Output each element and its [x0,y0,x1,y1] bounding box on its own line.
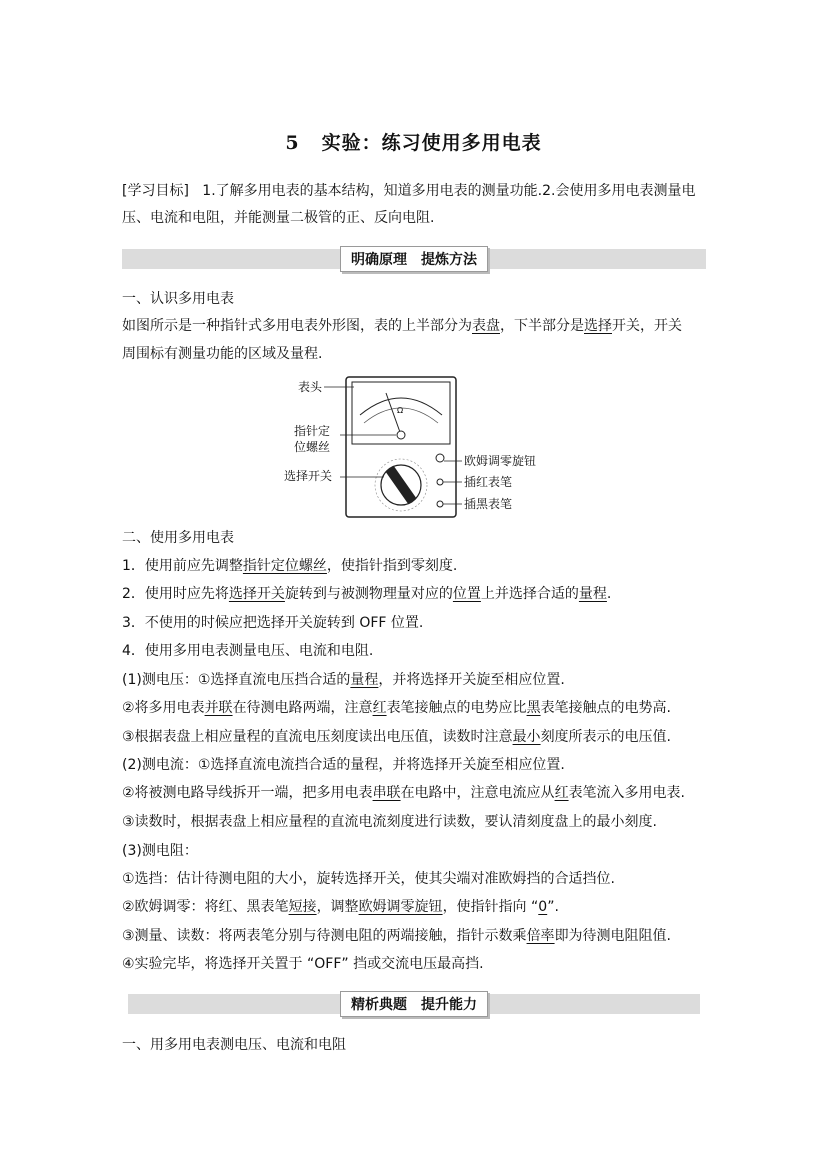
blank-answer: 0 [538,899,548,915]
blank-answer: 串联 [372,785,401,801]
t: ，使指针指向 “ [442,899,539,915]
t: 在待测电路两端，注意 [232,700,373,716]
t: 表笔流入多用电表. [568,785,686,801]
banner-examples [128,994,700,1014]
goals-text-1: 1.了解多用电表的基本结构，知道多用电表的测量功能.2.会使用多用电表测量电 [202,183,696,199]
t: 表笔接触点的电势应比 [386,700,527,716]
banner1-text-a: 明确原理 [351,252,407,268]
sec1-paragraph-1 [122,317,682,335]
t: 刻度所表示的电压值. [540,729,672,745]
sec2-line-3: 3．不使用的时候应把选择开关旋转到 OFF 位置. [122,615,424,631]
sec3-heading: 一、用多用电表测电压、电流和电阻 [122,1037,346,1053]
label-screw-1: 指针定 [294,424,331,438]
sec2-line-2 [122,585,611,603]
sec2-line-15: ④实验完毕，将选择开关置于 “OFF” 挡或交流电压最高挡. [122,956,484,972]
t: ③根据表盘上相应量程的直流电压刻度读出电压值，读数时注意 [122,729,513,745]
label-screw-2: 位螺丝 [294,440,331,454]
section-number: 5 [285,132,300,154]
dial-symbol: Ω [397,406,404,415]
blank-answer: 位置 [452,586,481,602]
banner-principles [122,249,706,269]
sec2-line-1 [122,557,457,575]
label-black-probe: 插黑表笔 [464,497,513,511]
red-jack-icon [437,479,443,485]
multimeter-figure [280,373,550,523]
sec1-paragraph-2: 周围标有测量功能的区域及量程. [122,346,323,362]
blank-answer: 指针定位螺丝 [242,558,327,574]
sec2-line-12: ①选挡：估计待测电阻的大小，旋转选择开关，使其尖端对准欧姆挡的合适挡位. [122,871,615,887]
sec2-line-4: 4．使用多用电表测量电压、电流和电阻. [122,643,374,659]
sec2-line-11: (3)测电阻： [122,843,198,859]
blank-answer: 红 [372,700,387,716]
sec2-line-10: ③读数时，根据表盘上相应量程的直流电流刻度进行读数，要认清刻度盘上的最小刻度. [122,814,657,830]
goals-label: [学习目标] [122,183,189,199]
t: ，下半部分是 [500,318,584,334]
t: 旋转到与被测物理量对应的 [284,586,453,602]
blank-answer: 并联 [204,700,233,716]
sec2-line-8: (2)测电流：①选择直流电流挡合适的量程，并将选择开关旋至相应位置. [122,757,565,773]
black-jack-icon [437,501,443,507]
t: ②欧姆调零：将红、黑表笔 [122,899,289,915]
sec1-heading: 一、认识多用电表 [122,291,234,307]
label-switch: 选择开关 [284,469,333,483]
t: 2．使用时应先将 [122,586,229,602]
t: 在电路中，注意电流应从 [400,785,555,801]
sec2-line-5 [122,671,565,689]
blank-answer: 倍率 [526,928,555,944]
t: . [606,586,612,602]
banner-examples-tag [340,991,488,1017]
t: 如图所示是一种指针式多用电表外形图，表的上半部分为 [122,318,472,334]
banner2-text-a: 精析典题 [351,997,407,1013]
t: (1)测电压：①选择直流电压挡合适的 [122,672,351,688]
goals-line-2: 压、电流和电阻，并能测量二极管的正、反向电阻. [122,210,435,226]
sec2-line-7 [122,728,671,746]
t: ②将被测电路导线拆开一端，把多用电表 [122,785,373,801]
goals-line-1 [122,182,695,200]
label-head: 表头 [298,380,323,394]
label-ohm-zero: 欧姆调零旋钮 [464,454,537,468]
t: 开关，开关 [612,318,682,334]
blank-answer: 短接 [288,899,317,915]
title-text: 实验：练习使用多用电表 [321,132,542,154]
blank-answer: 黑 [526,700,541,716]
blank-answer: 选择 [584,318,612,334]
banner2-text-b: 提升能力 [421,997,477,1013]
banner1-text-b: 提炼方法 [421,252,477,268]
screw-icon [397,431,405,439]
sec2-heading: 二、使用多用电表 [122,530,234,546]
t: 即为待测电阻阻值. [554,928,672,944]
page-title [0,128,827,155]
banner-principles-tag [340,246,488,272]
t: ③测量、读数：将两表笔分别与待测电阻的两端接触，指针示数乘 [122,928,527,944]
t: 1．使用前应先调整 [122,558,243,574]
sec2-line-6 [122,699,671,717]
sec2-line-13 [122,898,559,916]
blank-answer: 最小 [512,729,541,745]
blank-answer: 表盘 [472,318,500,334]
blank-answer: 量程 [578,586,607,602]
t: ，调整 [316,899,359,915]
t: ，并将选择开关旋至相应位置. [378,672,565,688]
blank-answer: 量程 [350,672,379,688]
blank-answer: 欧姆调零旋钮 [358,899,443,915]
t: ”. [547,899,559,915]
t: 上并选择合适的 [480,586,579,602]
blank-answer: 选择开关 [228,586,285,602]
ohm-zero-knob-icon [436,454,444,462]
blank-answer: 红 [554,785,569,801]
sec2-line-9 [122,784,685,802]
sec2-line-14 [122,927,671,945]
t: 表笔接触点的电势高. [540,700,672,716]
t: ②将多用电表 [122,700,205,716]
t: ，使指针指到零刻度. [326,558,458,574]
label-red-probe: 插红表笔 [464,475,513,489]
